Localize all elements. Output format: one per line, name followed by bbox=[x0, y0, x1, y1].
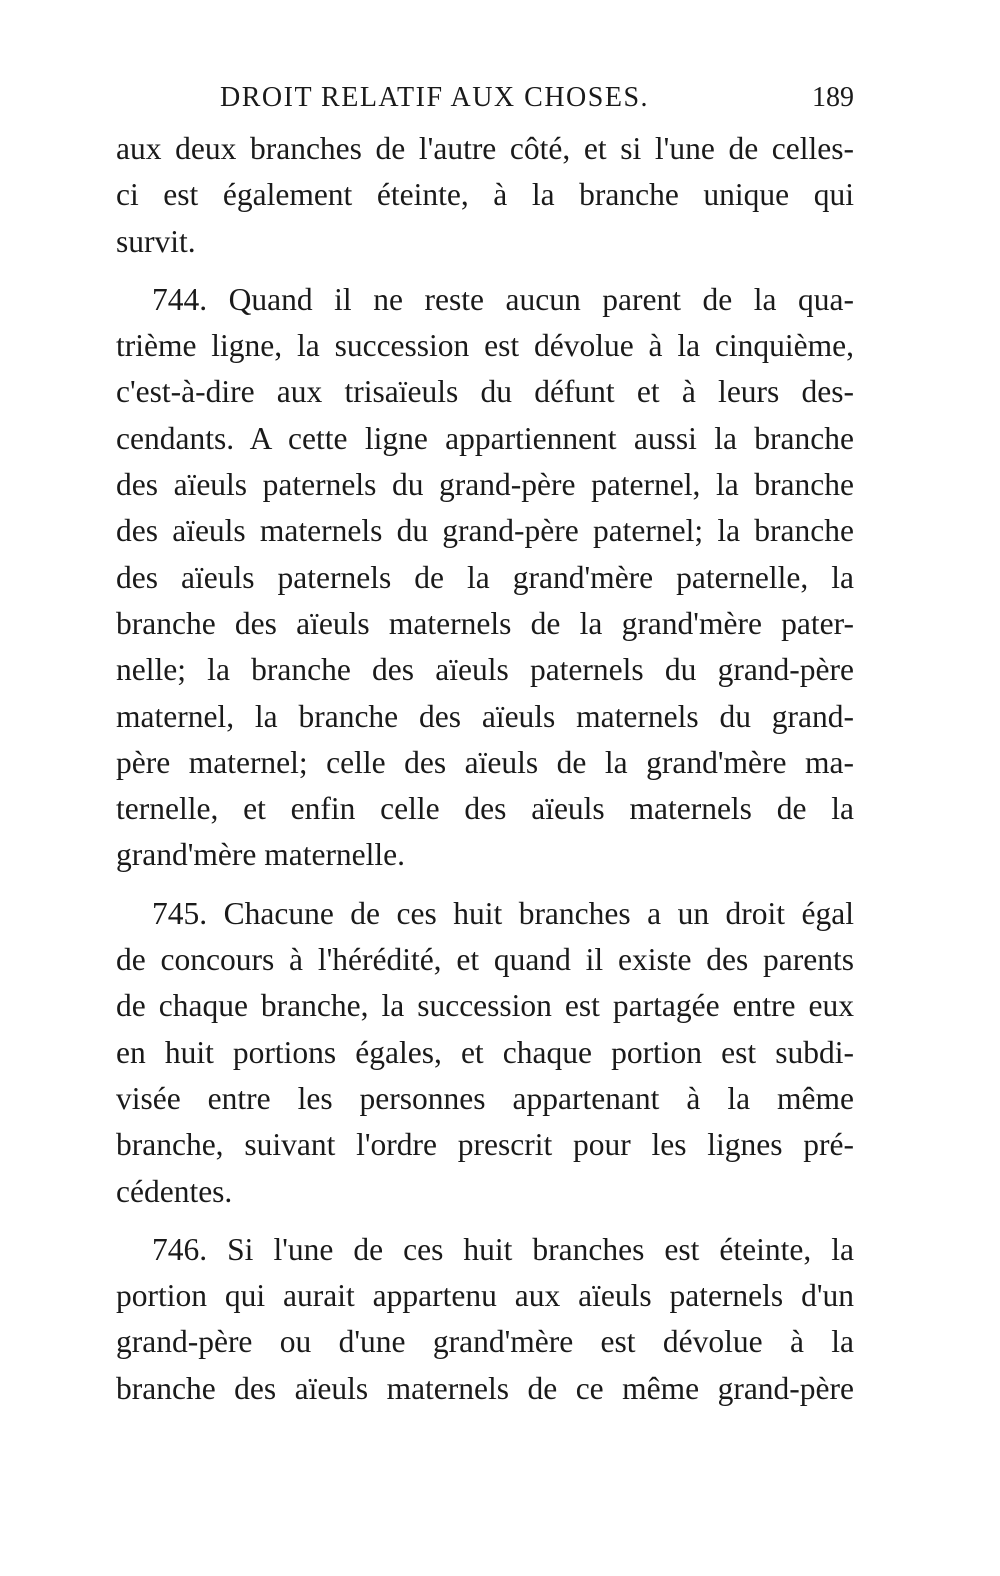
text-line: père maternel; celle des aïeuls de la grand'mère ma- bbox=[116, 744, 854, 780]
text-line: ternelle, et enfin celle des aïeuls maternels de la bbox=[116, 791, 854, 827]
text-line: branche, suivant l'ordre prescrit pour les lignes pré- bbox=[116, 1127, 854, 1163]
text-line: trième ligne, la succession est dévolue à la cinquième, bbox=[116, 328, 854, 364]
paragraph-745 bbox=[116, 891, 854, 1215]
text-line: portion qui aurait appartenu aux aïeuls paternels d'un bbox=[116, 1278, 854, 1314]
text-line: des aïeuls paternels du grand-père paternel, la branche bbox=[116, 467, 854, 503]
text-line: des aïeuls maternels du grand-père paternel; la branche bbox=[116, 513, 854, 549]
text-line: c'est-à-dire aux trisaïeuls du défunt et à leurs des- bbox=[116, 374, 854, 410]
text-line: branche des aïeuls maternels de la grand'mère pater- bbox=[116, 605, 854, 641]
paragraph-744 bbox=[116, 277, 854, 879]
text-line: cédentes. bbox=[116, 1173, 233, 1209]
paragraph-continued bbox=[116, 126, 854, 265]
paragraph-746 bbox=[116, 1227, 854, 1412]
text-line: cendants. A cette ligne appartiennent aussi la branche bbox=[116, 420, 854, 456]
text-line: visée entre les personnes appartenant à la même bbox=[116, 1080, 854, 1116]
text-line: des aïeuls paternels de la grand'mère paternelle, la bbox=[116, 559, 854, 595]
running-head bbox=[116, 78, 854, 118]
text-line: grand'mère maternelle. bbox=[116, 837, 406, 873]
text-line: ci est également éteinte, à la branche unique qui bbox=[116, 177, 854, 213]
text-line: grand-père ou d'une grand'mère est dévolue à la bbox=[116, 1324, 854, 1360]
text-line: 746. Si l'une de ces huit branches est éteinte, la bbox=[152, 1231, 854, 1267]
text-line: de chaque branche, la succession est partagée entre eux bbox=[116, 988, 854, 1024]
text-line: branche des aïeuls maternels de ce même grand-père bbox=[116, 1370, 854, 1406]
text-line: maternel, la branche des aïeuls maternels du grand- bbox=[116, 698, 854, 734]
text-line: nelle; la branche des aïeuls paternels du grand-père bbox=[116, 652, 854, 688]
text-column bbox=[116, 126, 854, 1412]
text-line: 744. Quand il ne reste aucun parent de la qua- bbox=[152, 281, 854, 317]
text-line: 745. Chacune de ces huit branches a un droit égal bbox=[152, 895, 854, 931]
text-line: de concours à l'hérédité, et quand il existe des parents bbox=[116, 942, 854, 978]
text-line: en huit portions égales, et chaque portion est subdi- bbox=[116, 1034, 854, 1070]
running-title: DROIT RELATIF AUX CHOSES. bbox=[220, 82, 650, 113]
text-line: survit. bbox=[116, 223, 196, 259]
text-line: aux deux branches de l'autre côté, et si l'une de celles- bbox=[116, 131, 854, 166]
page-number: 189 bbox=[812, 82, 854, 113]
